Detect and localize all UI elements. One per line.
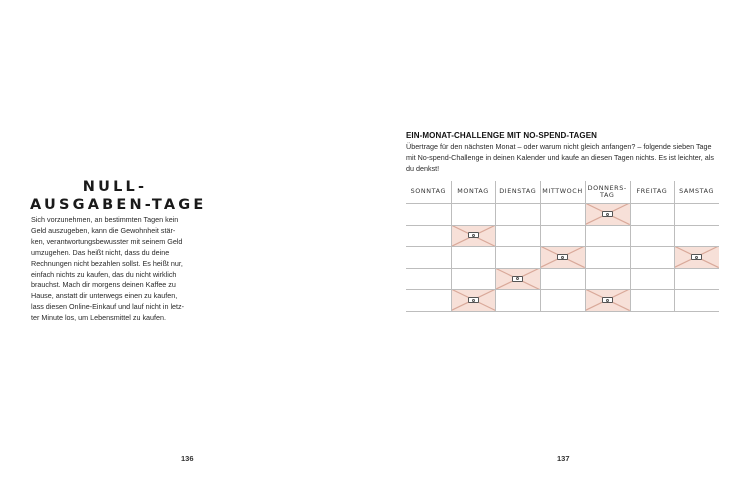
no-spend-day-cell [451, 289, 496, 311]
instruction-line: du denkst! [406, 164, 440, 173]
money-bill-icon [512, 276, 523, 282]
challenge-instructions [406, 141, 726, 174]
grid-line [406, 225, 719, 226]
day-header-5: FREITAG [636, 187, 668, 196]
page-number-left: 136 [181, 454, 194, 463]
body-line: umzugehen. Das heißt nicht, dass du deine [31, 247, 170, 257]
body-line: einfach nichts zu kaufen, das du nicht wirklich [31, 269, 177, 279]
money-bill-icon [691, 254, 702, 260]
body-line: lass diesen Online-Einkauf und lauf nicht in letz- [31, 302, 185, 312]
day-header-3: MITTWOCH [542, 187, 583, 196]
body-line: Hause, anstatt dir unterwegs einen zu kaufen, [31, 291, 178, 301]
page-number-right: 137 [557, 454, 570, 463]
no-spend-calendar [406, 181, 719, 311]
grid-line [451, 181, 452, 311]
instruction-line: Übertrage für den nächsten Monat – oder warum nicht gleich anfangen? – folgende sieben Tage [406, 142, 712, 151]
money-bill-icon [468, 232, 479, 238]
no-spend-day-cell [674, 246, 719, 268]
body-line: Geld auszugeben, kann die Gewohnheit stär- [31, 225, 176, 235]
day-header-0: SONNTAG [410, 187, 447, 196]
money-bill-icon [468, 297, 479, 303]
body-line: Rechnungen nicht bezahlen sollst. Es heißt nur, [31, 258, 183, 268]
day-header-2: DIENSTAG [499, 187, 537, 196]
grid-line [585, 181, 586, 311]
title-line-2: AUSGABEN-TAGE [30, 197, 207, 213]
grid-line [674, 181, 675, 311]
money-bill-icon [602, 297, 613, 303]
no-spend-day-cell [451, 225, 496, 247]
no-spend-day-cell [585, 289, 630, 311]
grid-line [630, 181, 631, 311]
body-line: Sich vorzunehmen, an bestimmten Tagen kein [31, 215, 179, 224]
body-line: ter Minute los, um Lebensmittel zu kaufen. [31, 313, 167, 323]
grid-line [406, 268, 719, 269]
no-spend-day-cell [540, 246, 585, 268]
day-header-1: MONTAG [457, 187, 489, 196]
body-line: brauchst. Mach dir morgens deinen Kaffee zu [31, 280, 176, 290]
no-spend-day-cell [585, 203, 630, 225]
intro-paragraph [31, 215, 211, 324]
grid-line [495, 181, 496, 311]
grid-line [406, 203, 719, 204]
grid-line [406, 246, 719, 247]
day-header-6: SAMSTAG [679, 187, 715, 196]
grid-line [540, 181, 541, 311]
body-line: ken, verantwortungsbewusster mit seinem Geld [31, 236, 183, 246]
title-line-1: NULL- [82, 179, 148, 195]
money-bill-icon [602, 211, 613, 217]
challenge-title: EIN-MONAT-CHALLENGE MIT NO-SPEND-TAGEN [406, 131, 598, 140]
money-bill-icon [557, 254, 568, 260]
grid-line [406, 311, 719, 312]
instruction-line: mit No-spend-Challenge in deinen Kalender und kaufe an diesen Tagen nichts. Es ist leichter, als [406, 153, 714, 162]
section-title [30, 178, 207, 214]
day-header-4: DONNERS- TAG [587, 183, 627, 199]
grid-line [406, 289, 719, 290]
no-spend-day-cell [495, 268, 540, 290]
